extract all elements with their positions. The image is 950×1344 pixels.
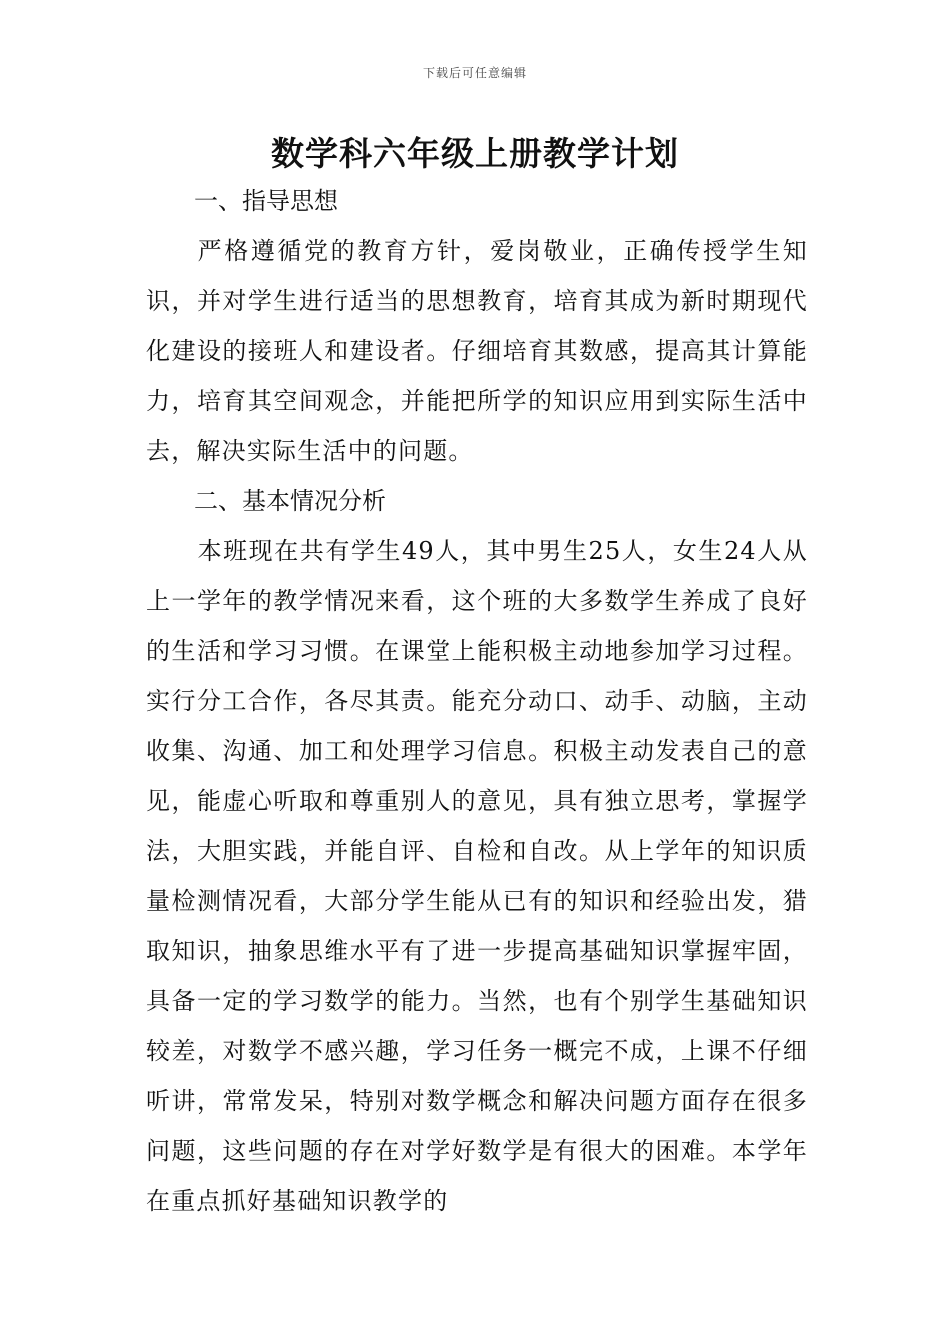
document-body	[146, 176, 808, 1226]
section-heading-guiding-ideology: 一、指导思想	[194, 187, 338, 215]
section-paragraph-situation-analysis: 本班现在共有学生49人，其中男生25人，女生24人从上一学年的教学情况来看，这个班的大多数学生养成了良好的生活和学习习惯。在课堂上能积极主动地参加学习过程。实行分工合作，各尽其责。能充分动口、动手、动脑，主动收集、沟通、加工和处理学习信息。积极主动发表自己的意见，能虚心听取和尊重别人的意见，具有独立思考，掌握学法，大胆实践，并能自评、自检和自改。从上学年的知识质量检测情况看，大部分学生能从已有的知识和经验出发，猎取知识，抽象思维水平有了进一步提高基础知识掌握牢固，具备一定的学习数学的能力。当然，也有个别学生基础知识较差，对数学不感兴趣，学习任务一概完不成，上课不仔细听讲，常常发呆，特别对数学概念和解决问题方面存在很多问题，这些问题的存在对学好数学是有很大的困难。本学年在重点抓好基础知识教学的	[146, 537, 808, 1215]
page-header-note: 下载后可任意编辑	[422, 66, 527, 80]
section-heading-situation-analysis: 二、基本情况分析	[194, 487, 386, 515]
section-paragraph-guiding-ideology: 严格遵循党的教育方针，爱岗敬业，正确传授学生知识，并对学生进行适当的思想教育，培育其成为新时期现代化建设的接班人和建设者。仔细培育其数感，提高其计算能力，培育其空间观念，并能把所学的知识应用到实际生活中去，解决实际生活中的问题。	[146, 237, 808, 465]
document-title: 数学科六年级上册教学计划	[271, 134, 679, 173]
